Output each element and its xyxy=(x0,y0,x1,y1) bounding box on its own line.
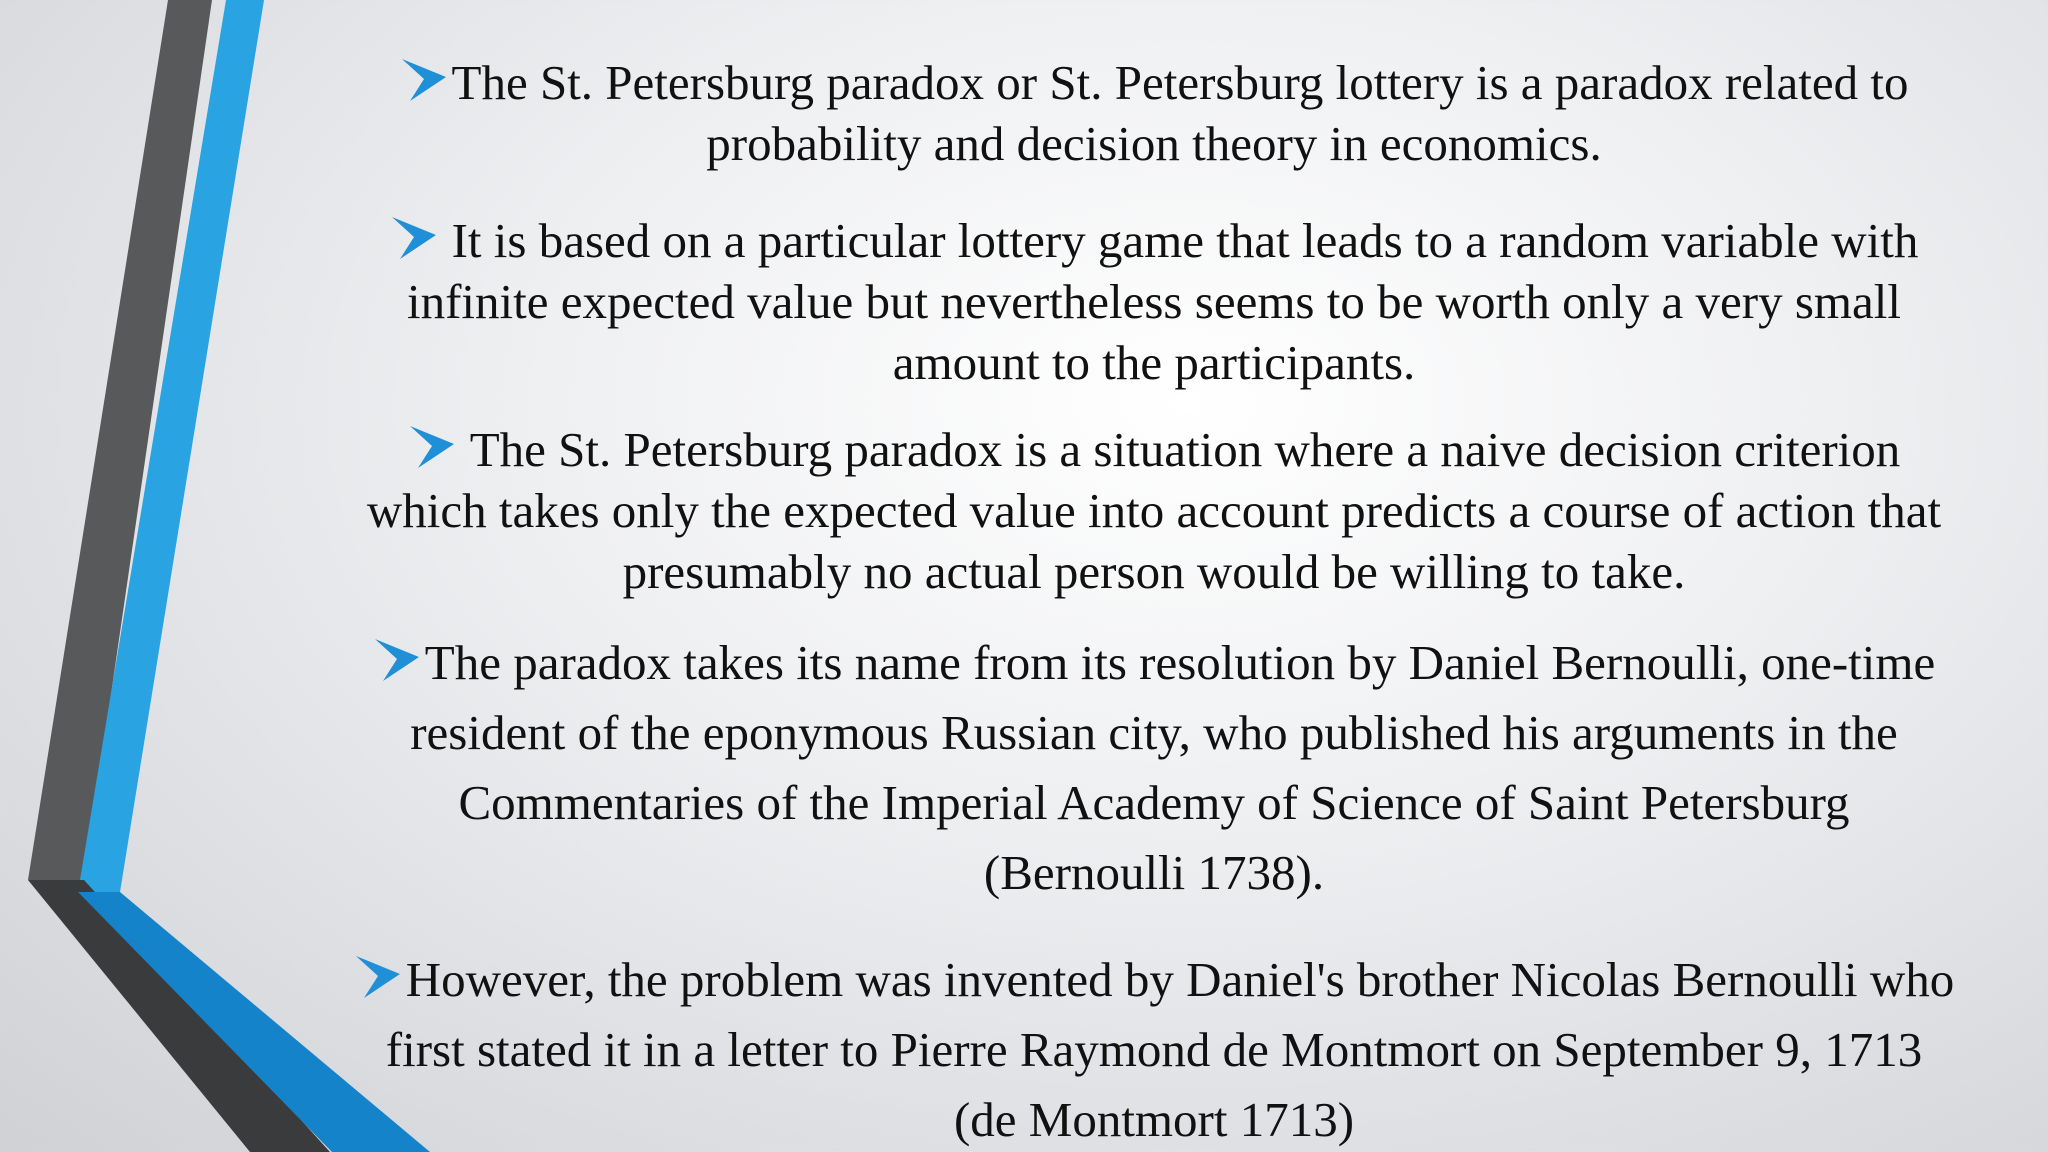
bullet-line: However, the problem was invented by Daniel's brother Nicolas Bernoulli who xyxy=(270,945,2038,1015)
bullet-paragraph-1 xyxy=(270,52,2038,174)
bullet-line: The St. Petersburg paradox is a situation where a naive decision criterion xyxy=(270,419,2038,480)
bullet-line: first stated it in a letter to Pierre Raymond de Montmort on September 9, 1713 xyxy=(385,1022,1923,1077)
bullet-line: The paradox takes its name from its resolution by Daniel Bernoulli, one-time xyxy=(270,628,2038,698)
arrow-bullet-icon xyxy=(373,637,421,683)
bullet-line: which takes only the expected value into account predicts a course of action that xyxy=(366,483,1942,538)
bullet-paragraph-5 xyxy=(270,945,2038,1152)
arrow-bullet-icon xyxy=(400,57,448,103)
bullet-line: It is based on a particular lottery game that leads to a random variable with xyxy=(270,210,2038,271)
bullet-paragraph-2 xyxy=(270,210,2038,393)
bullet-line: amount to the participants. xyxy=(892,335,1416,390)
bullet-paragraph-4 xyxy=(270,628,2038,908)
bullet-line: resident of the eponymous Russian city, who published his arguments in the xyxy=(410,705,1898,760)
bullet-line: infinite expected value but nevertheless seems to be worth only a very small xyxy=(406,274,1902,329)
bullet-line: (Bernoulli 1738). xyxy=(983,845,1325,900)
arrow-bullet-icon xyxy=(408,424,456,470)
bullet-line: presumably no actual person would be willing to take. xyxy=(622,544,1686,599)
bullet-line: The St. Petersburg paradox or St. Petersburg lottery is a paradox related to xyxy=(270,52,2038,113)
bullet-paragraph-3 xyxy=(270,419,2038,602)
arrow-bullet-icon xyxy=(354,954,402,1000)
arrow-bullet-icon xyxy=(390,215,438,261)
bullet-line: (de Montmort 1713) xyxy=(953,1092,1355,1147)
slide-content xyxy=(270,0,2038,1152)
bullet-line: probability and decision theory in economics. xyxy=(706,116,1602,171)
bullet-line: Commentaries of the Imperial Academy of Science of Saint Petersburg xyxy=(458,775,1850,830)
